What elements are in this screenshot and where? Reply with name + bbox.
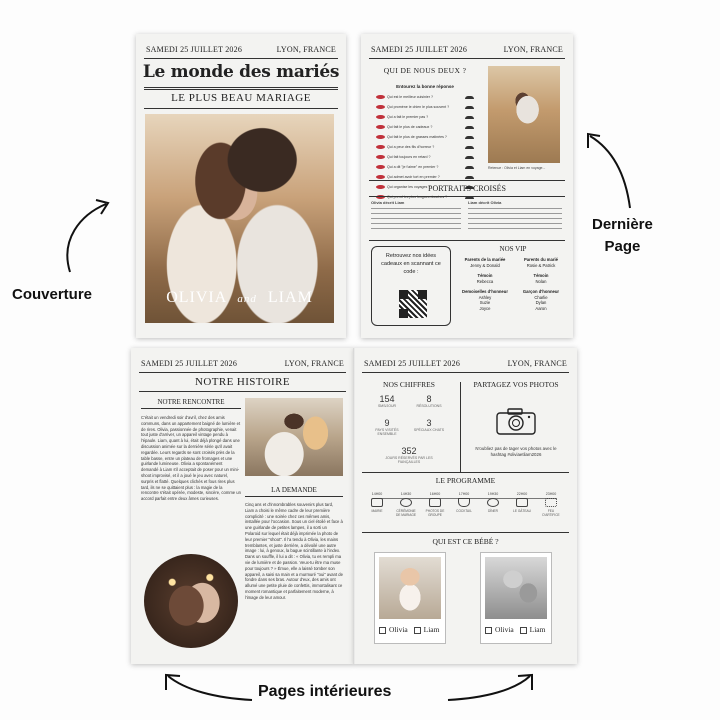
cake-icon [516,498,528,507]
quiz-question: Qui est le meilleur cuisinier ? [387,95,433,99]
round-photo [144,554,238,648]
quiz-subtitle: Entourez la bonne réponse [396,84,454,89]
program-list [366,492,566,532]
inner-left-header [141,359,344,368]
rule [369,180,565,181]
quiz-question: Qui promène le chien le plus souvent ? [387,105,450,109]
mustache-icon [465,136,474,139]
program-time: 14H30 [400,492,412,496]
qr-box [371,246,451,326]
quiz-title: QUI DE NOUS DEUX ? [383,66,467,75]
photo-caption: Retenue : Olivia et Liam en voyage... [488,166,546,170]
choice-liam: Liam [423,625,440,634]
column-divider [460,382,461,472]
rule [144,108,338,109]
cover-date: SAMEDI 25 JUILLET 2026 [146,45,243,54]
number-value: 154 [379,394,395,404]
portrait-left-lines [371,208,461,232]
mustache-icon [465,96,474,99]
mustache-icon [465,126,474,129]
last-page-location: LYON, FRANCE [503,45,563,54]
arrow-cover [67,204,106,272]
lips-icon [376,135,385,139]
section-meeting-title: NOTRE RENCONTRE [141,398,241,409]
last-page [361,34,573,338]
lips-icon [376,175,385,179]
number-label: SPÉCIAUX CHATS [413,428,445,432]
mustache-icon [465,156,474,159]
lips-icon [376,145,385,149]
cover-header [146,45,336,54]
spread-fold [353,348,355,664]
vip-role: Témoin [533,273,549,278]
vip-role: Demoiselles d'honneur [462,289,508,294]
rule [139,391,346,392]
proposal-text: Cinq ans et d'innombrables souvenirs plus tard, Liam a choisi le même cadre de leur première complicité : une soirée chez ces mêmes amis, installée pour l'occasion. Sous un ciel étoilé et face à une guirlande de petites lampes, il a sorti un Polaroid sur lequel était déjà imprimée la photo de leur premier "shoot". Il l'a tendu à Olivia, les mains tremblantes, et juste derrière, a dévoilé une autre image : lui, à genoux, la bague scintillante à l'index. Dans un souffle, il lui a dit : « Olivia, tu es rempli ma vie de lumière et de passion. Veux-tu être ma muse pour toujours ? » Émue, elle a laissé tomber son appareil, a saisi sa main et a murmuré "oui" avant de fondre dans ses bras. Autour d'eux, des amis ont allumé une petite pluie de confettis, immortalisant ce moment romantique et parfaitement moderne, à l'image de leur amour. [245,502,343,600]
vip-names: Rebecca [476,278,494,284]
portrait-left [371,200,461,232]
quiz-question: Qui fait le plus de cadeaux ? [387,125,433,129]
rule [369,58,565,59]
vip-names: Ashley Suzie Joyce [478,294,492,311]
lips-icon [376,125,385,129]
photos-text: N'oubliez pas de tager vos photos avec le hashtag #oliviaetliam2026 [475,446,557,457]
choice-olivia: Olivia [495,625,514,634]
camera-small-icon [429,498,441,507]
vip-names: Jenny & Donald [470,262,500,268]
number-value: 8 [426,394,432,404]
number-value: 9 [384,418,390,428]
program-time: 23H00 [545,492,557,496]
cover-masthead: Le monde des mariés [142,62,340,82]
portrait-right-lines [468,208,562,232]
mustache-icon [465,106,474,109]
inner-right-header [364,359,567,368]
program-time: 19H30 [487,492,499,496]
lips-icon [376,155,385,159]
mustache-icon [465,176,474,179]
baby-card-1 [374,552,446,644]
vip-role: Témoin [477,273,493,278]
program-time: 17H00 [458,492,470,496]
cover-names [145,289,334,307]
inner-right-date: SAMEDI 25 JUILLET 2026 [364,359,461,368]
quiz-question: Qui fait le plus de grasses matinées ? [387,135,447,139]
mustache-icon [465,146,474,149]
rule-double [144,87,338,90]
story-photo [245,398,343,476]
baby-photo-1 [379,557,441,619]
rule [369,240,565,241]
checkbox-liam[interactable] [414,627,421,634]
arrow-inner-right-head [518,675,532,690]
inner-page-left [131,348,354,664]
inner-left-location: LYON, FRANCE [284,359,344,368]
town-hall-icon [371,498,383,507]
rule [362,532,569,533]
checkbox-olivia[interactable] [379,627,386,634]
quiz-question: Qui prend les plus longues douches ? [387,195,448,199]
program-label: CÉRÉMONIE DE MARIAGE [395,509,416,517]
cover-page [136,34,346,338]
rule [369,196,565,197]
number-label: JOURS RÉSERVÉS PAR LES FIANÇAILLES [385,456,433,464]
quiz-question: Qui a peur des fils d'horreur ? [387,145,435,149]
mustache-icon [465,116,474,119]
rule [144,58,338,59]
checkbox-liam[interactable] [520,627,527,634]
fireworks-icon [545,498,557,507]
cover-and: and [237,293,257,305]
vip-names: Nolan [535,278,547,284]
story-title: NOTRE HISTOIRE [195,376,290,388]
portraits-title: PORTRAITS CROISÉS [428,184,506,193]
vip-role: Parents du marié [524,257,558,262]
number-value: 352 [401,446,417,456]
arrow-last-page-head [588,134,600,148]
program-label: COCKTAIL [456,509,472,513]
program-title: LE PROGRAMME [435,476,496,485]
quiz-question: Qui admet avoir tort en premier ? [387,175,440,179]
vip-names: Rosie & Patrick [526,262,556,268]
program-time: 16H00 [429,492,441,496]
rings-icon [400,498,412,507]
lips-icon [376,165,385,169]
qr-code-icon [399,290,427,318]
label-last-page-line2: Page [604,238,641,255]
last-page-date: SAMEDI 25 JUILLET 2026 [371,45,468,54]
number-label: RÉSOLUTIONS [416,404,442,408]
label-inner-pages: Pages intérieures [258,683,392,700]
vip-role: Parents de la mariée [464,257,506,262]
program-label: PHOTOS DE GROUPE [425,509,445,517]
program-label: DÎNER [488,509,498,513]
quiz-question: Qui fait toujours en retard ? [387,155,431,159]
number-value: 3 [426,418,432,428]
arrow-last-page [590,136,630,208]
quiz-question: Qui a fait le premier pas ? [387,115,429,119]
arrow-cover-head [96,200,108,214]
vip-role: Garçon d'honneur [522,289,560,294]
portrait-left-head: Olivia décrit Liam [371,200,405,205]
last-page-header [371,45,563,54]
portrait-right [468,200,562,232]
program-label: MAIRIE [371,509,383,513]
vip-names: Charlie Dylan Aaron [534,294,548,311]
quiz-question: Qui organise les voyages ? [387,185,431,189]
numbers-title: NOS CHIFFRES [383,380,435,389]
arrow-inner-left-head [166,675,180,690]
cover-subtitle: LE PLUS BEAU MARIAGE [171,92,311,104]
choice-liam: Liam [529,625,546,634]
qr-text: Retrouvez nos idées cadeaux en scannant ce code : [381,253,441,275]
meeting-text: C'était un vendredi soir d'avril, chez des amis communs, dans un appartement baigné de lumière et de rires. Olivia, passionnée de photographie, venait tout juste d'arriver, un appareil vintage pendu à l'épaule. Liam, quant à lui, était déjà plongé dans une discussion animée sur la dernière série qu'il avait regardée. Leurs regards se sont croisés près de la table basse, entre un plateau de fromages et une guirlande lumineuse. Olivia a spontanément demandé à Liam s'il acceptait de poser pour un mini-shoot improvisé, et il a joué le jeu avec naturel, surpris et flatté. Quelques clichés et fous rires plus tard, ils ne se quittaient plus : la magie de la rencontre s'était opérée, modeste, sincère, comme un accord parfait entre deux âmes curieuses. [141,415,241,502]
label-last-page [592,214,653,258]
program-time: 14H00 [371,492,383,496]
lips-icon [376,115,385,119]
checkbox-olivia[interactable] [485,627,492,634]
photos-title: PARTAGEZ VOS PHOTOS [473,380,559,389]
choice-olivia: Olivia [389,625,408,634]
program-time: 22H00 [516,492,528,496]
label-last-page-line1: Dernière [592,216,653,233]
cover-location: LYON, FRANCE [276,45,336,54]
section-proposal-title: LA DEMANDE [245,486,343,497]
arrow-inner-right [448,676,530,700]
baby-title: QUI EST CE BÉBÉ ? [432,537,499,546]
cover-couple-photo [145,114,334,323]
baby-card-2 [480,552,552,644]
number-label: SMS/JOUR [377,404,397,408]
cover-name-2: LIAM [267,289,313,306]
arrow-inner-left [168,676,252,700]
cover-name-1: OLIVIA [166,289,227,306]
vip-title: NOS VIP [499,245,527,253]
inner-right-location: LYON, FRANCE [507,359,567,368]
portrait-right-head: Liam décrit Olivia [468,200,502,205]
lips-icon [376,105,385,109]
numbers-grid [364,394,454,474]
last-page-couple-photo [488,66,560,163]
baby-photo-2 [485,557,547,619]
program-label: FEU D'ARTIFICE [542,509,560,517]
camera-icon [495,406,537,436]
inner-left-date: SAMEDI 25 JUILLET 2026 [141,359,238,368]
inner-page-right [354,348,577,664]
dinner-icon [487,498,499,507]
rule [139,372,346,373]
number-label: PAYS VISITÉS ENSEMBLE [375,428,399,436]
glasses-icon [458,498,470,507]
label-cover: Couverture [12,286,93,303]
rule [362,372,569,373]
mustache-icon [465,166,474,169]
lips-icon [376,95,385,99]
quiz-question: Qui a dit "je t'aime" en premier ? [387,165,439,169]
rule [362,472,569,473]
program-label: LE GÂTEAU [513,509,531,513]
